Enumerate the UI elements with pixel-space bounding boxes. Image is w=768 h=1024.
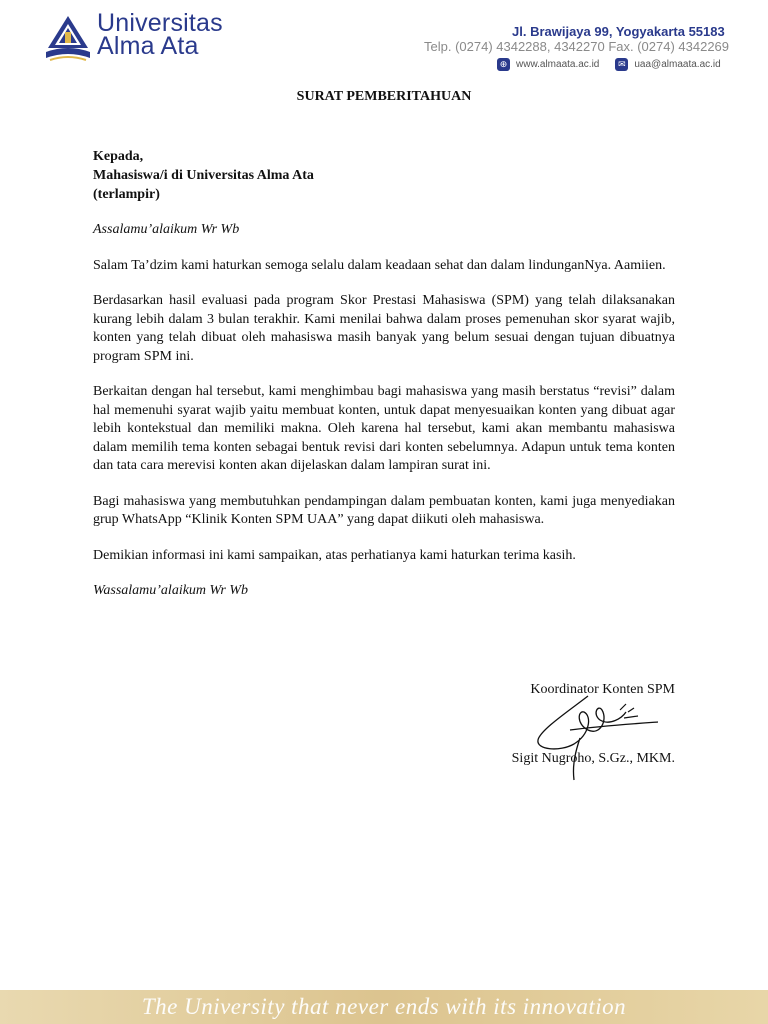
letter-body	[93, 147, 675, 601]
signer-name: Sigit Nugroho, S.Gz., MKM.	[511, 751, 675, 766]
paragraph: Berkaitan dengan hal tersebut, kami menghimbau bagi mahasiswa yang masih berstatus “revisi” dalam hal memenuhi syarat wajib yaitu membuat konten, untuk dapat menyesuaikan konten yang dibuat agar lebih kontekstual dan memiliki makna. Oleh karena hal tersebut, kami akan membantu mahasiswa dalam memilih tema konten sebagai bentuk revisi dari konten sebelumnya. Adapun untuk tema konten dan tata cara merevisi konten akan dijelaskan dalam lampiran surat ini.	[93, 384, 675, 473]
phone-fax-line: Telp. (0274) 4342288, 4342270 Fax. (0274) 4342269	[424, 39, 730, 54]
address-line: Jl. Brawijaya 99, Yogyakarta 55183	[512, 24, 725, 39]
opening-greeting: Assalamu’alaikum Wr Wb	[93, 222, 240, 237]
addressee-block	[93, 147, 675, 204]
paragraph: Salam Ta’dzim kami haturkan semoga selalu dalam keadaan sehat dan dalam lindunganNya. Aamiien.	[93, 257, 666, 273]
globe-icon: ⊕	[497, 58, 510, 71]
contact-links	[497, 56, 768, 72]
footer-banner	[0, 990, 768, 1024]
signer-role: Koordinator Konten SPM	[530, 682, 675, 697]
university-logo-icon	[44, 14, 92, 64]
closing-greeting: Wassalamu’alaikum Wr Wb	[93, 583, 249, 598]
addressee-line: (terlampir)	[93, 187, 160, 202]
document-title: SURAT PEMBERITAHUAN	[296, 89, 472, 104]
paragraph: Berdasarkan hasil evaluasi pada program Skor Prestasi Mahasiswa (SPM) yang telah dilaksanakan kurang lebih dalam 3 bulan terakhir. Kami menilai bahwa dalam proses pemenuhan skor syarat wajib, konten yang telah dibuat oleh mahasiswa masih banyak yang belum sesuai dengan tujuan dibuatnya program SPM ini.	[93, 293, 675, 364]
university-name-line1: Universitas	[97, 9, 223, 37]
addressee-line: Kepada,	[93, 149, 144, 164]
email-link[interactable]: uaa@almaata.ac.id	[634, 58, 721, 70]
university-name	[97, 9, 223, 60]
handwritten-signature	[530, 690, 670, 782]
paragraph: Demikian informasi ini kami sampaikan, atas perhatianya kami haturkan terima kasih.	[93, 547, 576, 563]
website-link[interactable]: www.almaata.ac.id	[516, 58, 600, 70]
footer-tagline: The University that never ends with its innovation	[141, 994, 627, 1019]
email-icon: ✉	[615, 58, 628, 71]
addressee-line: Mahasiswa/i di Universitas Alma Ata	[93, 168, 314, 183]
paragraph: Bagi mahasiswa yang membutuhkan pendampingan dalam pembuatan konten, kami juga menyediakan grup WhatsApp “Klinik Konten SPM UAA” yang dapat diikuti oleh mahasiswa.	[93, 493, 675, 527]
letterhead	[0, 0, 768, 80]
university-name-line2: Alma Ata	[97, 32, 199, 60]
